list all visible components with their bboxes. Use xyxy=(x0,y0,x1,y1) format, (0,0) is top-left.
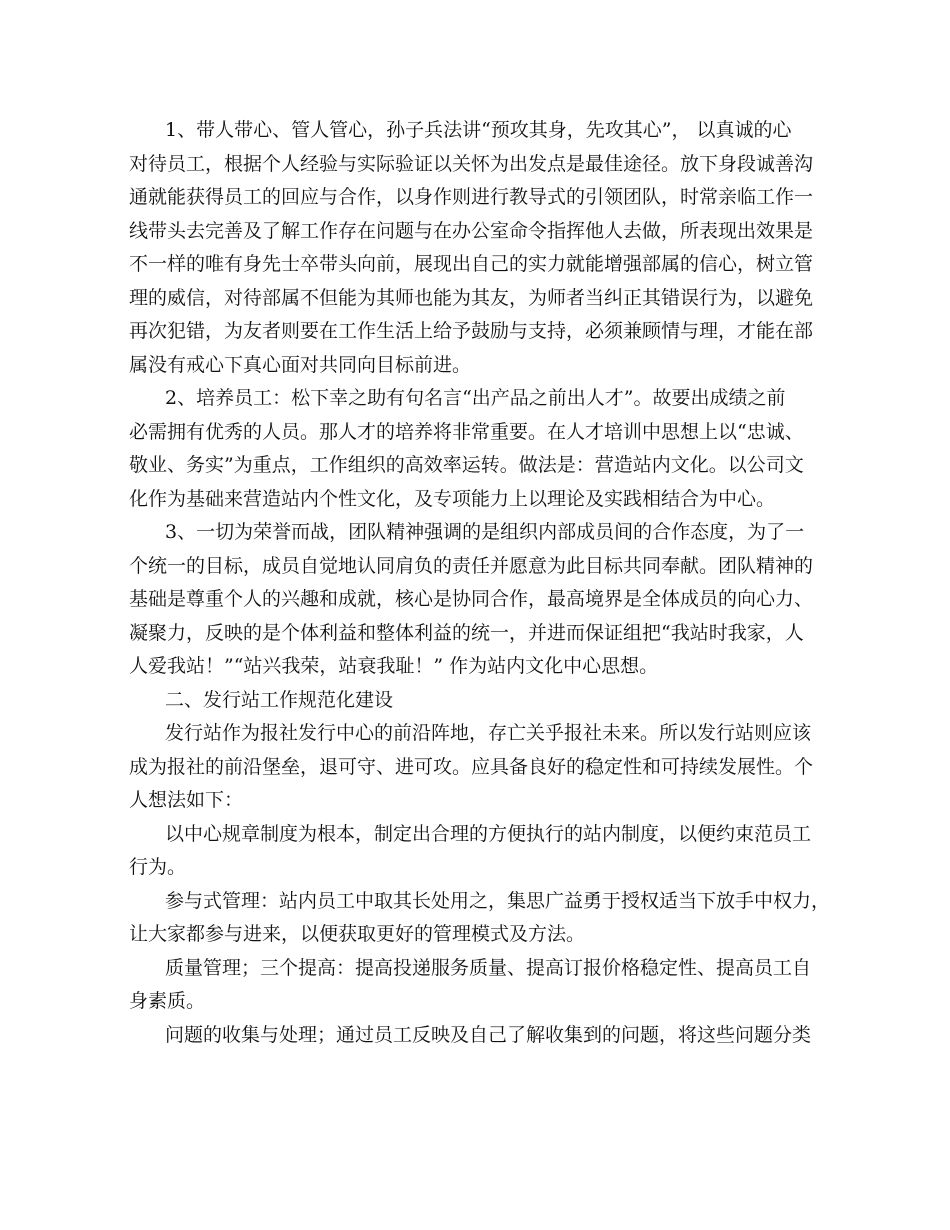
paragraph-line: 再次犯错，为友者则要在工作生活上给予鼓励与支持，必须兼顾情与理，才能在部 xyxy=(129,320,814,342)
paragraph-line: 化作为基础来营造站内个性文化，及专项能力上以理论及实践相结合为中心。 xyxy=(129,487,776,510)
paragraph-line: 3、一切为荣誉而战，团队精神强调的是组织内部成员间的合作态度，为了一 xyxy=(165,521,805,543)
paragraph-line: 不一样的唯有身先士卒带头向前，展现出自己的实力就能增强部属的信心，树立管 xyxy=(129,253,814,275)
paragraph-line: 让大家都参与进来，以便获取更好的管理模式及方法。 xyxy=(129,923,586,945)
paragraph-line: 参与式管理：站内员工中取其长处用之，集思广益勇于授权适当下放手中权力， xyxy=(165,889,831,912)
paragraph-line: 以中心规章制度为根本，制定出合理的方便执行的站内制度，以便约束范员工 xyxy=(165,822,812,845)
paragraph-line: 理的威信，对待部属不但能为其师也能为其友，为师者当纠正其错误行为，以避免 xyxy=(129,286,814,309)
paragraph-line: 线带头去完善及了解工作存在问题与在办公室命令指挥他人去做，所表现出效果是 xyxy=(129,219,814,242)
paragraph-line: 对待员工，根据个人经验与实际验证以关怀为出发点是最佳途径。放下身段诚善沟 xyxy=(129,152,814,175)
paragraph-line: 成为报社的前沿堡垒，退可守、进可攻。应具备良好的稳定性和可持续发展性。个 xyxy=(129,755,814,778)
section-heading: 二、发行站工作规范化建设 xyxy=(165,688,394,711)
paragraph-line: 个统一的目标，成员自觉地认同肩负的责任并愿意为此目标共同奉献。团队精神的 xyxy=(129,554,814,577)
paragraph-line: 问题的收集与处理；通过员工反映及自己了解收集到的问题，将这些问题分类 xyxy=(165,1023,812,1046)
paragraph-line: 行为。 xyxy=(129,856,187,878)
document-body xyxy=(129,114,829,1052)
paragraph-line: 人想法如下： xyxy=(129,789,244,811)
paragraph-line: 2、培养员工：松下幸之助有句名言“出产品之前出人才”。故要出成绩之前 xyxy=(165,387,786,409)
paragraph-line: 必需拥有优秀的人员。那人才的培养将非常重要。在人才培训中思想上以“忠诚、 xyxy=(129,420,804,443)
paragraph-line: 基础是尊重个人的兴趣和成就，核心是协同合作，最高境界是全体成员的向心力、 xyxy=(129,588,814,610)
paragraph-line: 身素质。 xyxy=(129,990,206,1012)
paragraph-line: 通就能获得员工的回应与合作，以身作则进行教导式的引领团队，时常亲临工作一 xyxy=(129,186,814,208)
paragraph-line: 凝聚力，反映的是个体利益和整体利益的统一，并进而保证组把“我站时我家，人 xyxy=(129,621,804,644)
paragraph-line: 质量管理；三个提高：提高投递服务质量、提高订报价格稳定性、提高员工自 xyxy=(165,956,812,979)
paragraph-line: 发行站作为报社发行中心的前沿阵地，存亡关乎报社未来。所以发行站则应该 xyxy=(165,722,812,744)
paragraph-line: 人爱我站！”“站兴我荣，站衰我耻！” 作为站内文化中心思想。 xyxy=(129,655,659,677)
paragraph-line: 1、带人带心、管人管心，孙子兵法讲“预攻其身，先攻其心”， 以真诚的心 xyxy=(165,119,792,141)
paragraph-line: 属没有戒心下真心面对共同向目标前进。 xyxy=(129,353,472,376)
paragraph-line: 敬业、务实”为重点，工作组织的高效率运转。做法是：营造站内文化。以公司文 xyxy=(129,454,804,476)
